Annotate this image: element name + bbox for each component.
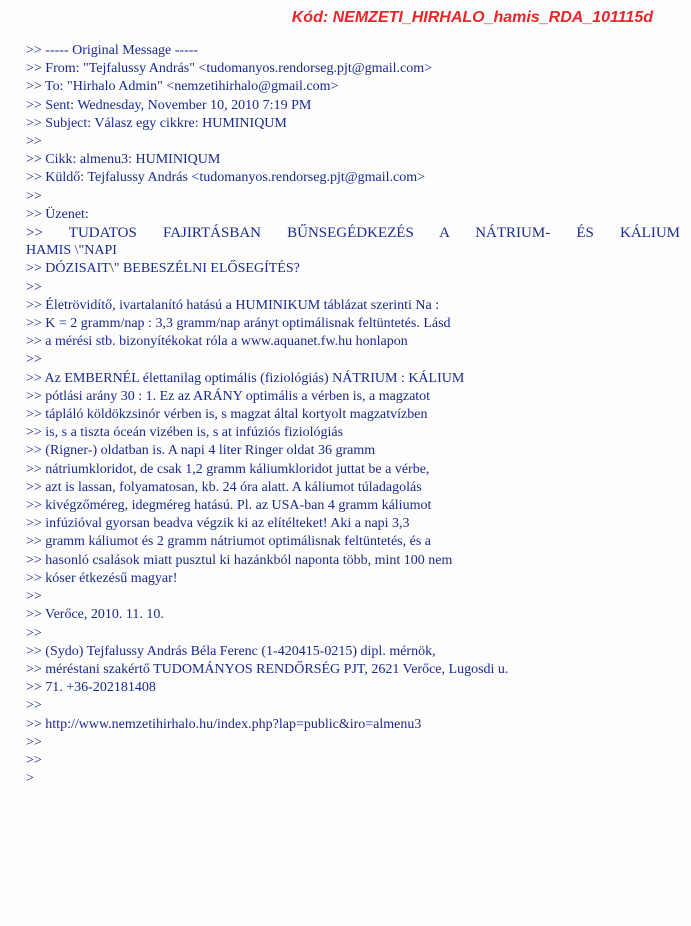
- email-line: >> (Sydo) Tejfalussy András Béla Ferenc (1-420415-0215) dipl. mérnök,: [26, 643, 436, 659]
- email-line: HAMIS \"NAPI: [26, 243, 117, 259]
- email-line: >> To: "Hirhalo Admin" <nemzetihirhalo@gmail.com>: [26, 79, 339, 95]
- email-line: >>: [26, 188, 42, 204]
- email-line: >> ----- Original Message -----: [26, 43, 199, 58]
- email-line: >: [26, 771, 34, 787]
- email-line: >>: [26, 279, 42, 295]
- email-line: >> azt is lassan, folyamatosan, kb. 24 óra alatt. A káliumot túladagolás: [26, 479, 422, 495]
- email-line: >> Üzenet:: [26, 206, 89, 222]
- email-line: >>: [26, 589, 42, 605]
- email-line: >>: [26, 734, 42, 750]
- email-line: >> kóser étkezésű magyar!: [26, 570, 178, 586]
- email-line: >>: [26, 625, 42, 641]
- email-line: >> K = 2 gramm/nap : 3,3 gramm/nap arányt optimálisnak feltüntetés. Lásd: [26, 316, 451, 332]
- email-line[interactable]: >> http://www.nemzetihirhalo.hu/index.php?lap=public&iro=almenu3: [26, 716, 422, 732]
- email-line: >>: [26, 698, 42, 714]
- email-line: >> a mérési stb. bizonyítékokat róla a www.aquanet.fw.hu honlapon: [26, 334, 408, 350]
- email-line: >> gramm káliumot és 2 gramm nátriumot optimálisnak feltüntetés, és a: [26, 534, 431, 550]
- email-line: >> Életrövidítő, ivartalanító hatású a HUMINIKUM táblázat szerinti Na :: [26, 297, 440, 313]
- email-line: >>: [26, 352, 42, 368]
- email-line: >> pótlási arány 30 : 1. Ez az ARÁNY optimális a vérben is, a magzatot: [26, 388, 431, 404]
- email-line: >> DÓZISAIT\" BEBESZÉLNI ELŐSEGÍTÉS?: [26, 261, 300, 277]
- email-line: >> hasonló csalások miatt pusztul ki hazánkból naponta több, mint 100 nem: [26, 552, 453, 568]
- email-line: >> tápláló köldökzsinór vérben is, s magzat által kortyolt magzatvízben: [26, 407, 428, 423]
- email-line: >> Sent: Wednesday, November 10, 2010 7:19 PM: [26, 97, 312, 113]
- email-line: >> TUDATOS FAJIRTÁSBAN BŰNSEGÉDKEZÉS A NÁTRIUM- ÉS KÁLIUM: [26, 225, 680, 242]
- email-line: >> infúzióval gyorsan beadva végzik ki az elítélteket! Aki a napi 3,3: [26, 516, 410, 532]
- email-line: >> From: "Tejfalussy András" <tudomanyos.rendorseg.pjt@gmail.com>: [26, 61, 433, 77]
- email-line: >> Cikk: almenu3: HUMINIQUM: [26, 152, 221, 168]
- email-line: >> Küldő: Tejfalussy András <tudomanyos.rendorseg.pjt@gmail.com>: [26, 170, 426, 186]
- document-code-header: Kód: NEMZETI_HIRHALO_hamis_RDA_101115d: [291, 9, 653, 26]
- email-line: >> Verőce, 2010. 11. 10.: [26, 607, 164, 623]
- email-line: >> méréstani szakértő TUDOMÁNYOS RENDŐRSÉG PJT, 2621 Verőce, Lugosdi u.: [26, 661, 509, 677]
- email-body: [26, 42, 680, 788]
- email-line: >>: [26, 752, 42, 768]
- email-line: >> nátriumkloridot, de csak 1,2 gramm káliumkloridot juttat be a vérbe,: [26, 461, 430, 477]
- email-line: >> is, s a tiszta óceán vizében is, s at infúziós fiziológiás: [26, 425, 344, 441]
- email-line: >>: [26, 134, 42, 150]
- email-line: >> Subject: Válasz egy cikkre: HUMINIQUM: [26, 115, 287, 131]
- email-line: >> 71. +36-202181408: [26, 680, 156, 696]
- email-line: >> kivégzőméreg, idegméreg hatású. Pl. az USA-ban 4 gramm káliumot: [26, 498, 432, 514]
- email-line: >> Az EMBERNÉL élettanilag optimális (fiziológiás) NÁTRIUM : KÁLIUM: [26, 370, 465, 386]
- email-line: >> (Rigner-) oldatban is. A napi 4 liter Ringer oldat 36 gramm: [26, 443, 376, 459]
